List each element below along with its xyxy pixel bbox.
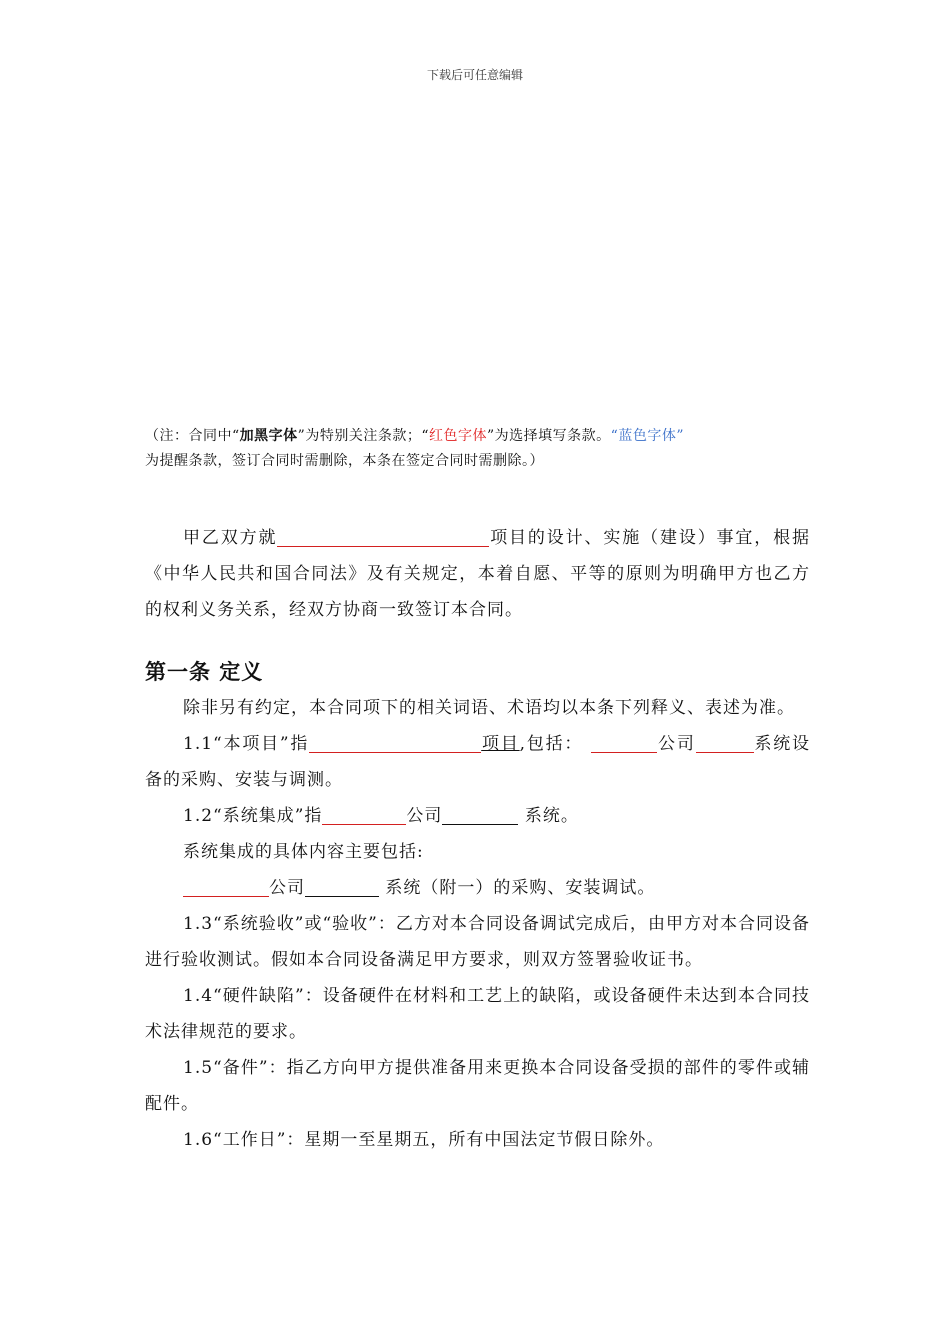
item-1-3: 1.3“系统验收”或“验收”：乙方对本合同设备调试完成后，由甲方对本合同设备进行验收测试。假如本合同设备满足甲方要求，则双方签署验收证书。 [145, 914, 810, 970]
item-1-1 [145, 726, 810, 798]
item-text: 系统。 [518, 806, 579, 826]
item-text: 1.2“系统集成”指 [183, 806, 323, 826]
item-1-4: 1.4“硬件缺陷”：设备硬件在材料和工艺上的缺陷，或设备硬件未达到本合同技术法律规范的要求。 [145, 986, 810, 1042]
section-title: 第一条 定义 [145, 660, 264, 684]
item-text: 1.1“本项目”指 [183, 734, 310, 754]
item-1-2-list [145, 870, 810, 906]
item-text: 公司 [657, 734, 696, 754]
item-text: 公司 [406, 806, 443, 826]
definition-lead: 除非另有约定，本合同项下的相关词语、术语均以本条下列释义、表述为准。 [183, 698, 795, 718]
project-name-blank[interactable] [277, 524, 489, 547]
intro-paragraph [145, 520, 810, 628]
item-text: 系统（附一）的采购、安装调试。 [379, 878, 656, 898]
item-1-2-lead: 系统集成的具体内容主要包括: [183, 842, 424, 862]
note-paragraph [145, 424, 810, 474]
note-blue-sample: “蓝色字体” [610, 428, 684, 444]
system-blank[interactable] [305, 874, 379, 897]
item-text: 公司 [269, 878, 305, 898]
note-red-sample: 红色字体 [429, 428, 487, 444]
note-text: ”为选择填写条款。 [487, 428, 611, 444]
item-text: 项目 [481, 734, 520, 754]
company-blank[interactable] [183, 874, 269, 897]
note-text: ”为特别关注条款；“ [297, 428, 429, 444]
company-blank[interactable] [591, 730, 657, 753]
item-1-2 [145, 798, 810, 834]
page-header: 下载后可任意编辑 [426, 68, 523, 82]
system-blank[interactable] [696, 730, 754, 753]
item-1-5: 1.5“备件”：指乙方向甲方提供准备用来更换本合同设备受损的部件的零件或辅配件。 [145, 1058, 810, 1114]
contract-body [145, 520, 810, 1158]
company-blank[interactable] [322, 802, 406, 825]
item-text: ,包括： [519, 734, 584, 754]
item-1-6: 1.6“工作日”：星期一至星期五，所有中国法定节假日除外。 [183, 1130, 665, 1150]
intro-text: 甲乙双方就 [183, 528, 278, 548]
note-line2: 为提醒条款，签订合同时需删除，本条在签定合同时需删除。） [145, 453, 544, 469]
intro-text: 项目的设计、实施（建设）事宜，根据《中华人民共和国合同法》及有关规定，本着自愿、平等的原则为明确甲方也乙方的权利义务关系，经双方协商一致签订本合同。 [145, 528, 811, 620]
note-bold-sample: 加黑字体 [239, 428, 298, 444]
system-blank[interactable] [442, 802, 518, 825]
note-text: （注：合同中“ [145, 428, 240, 444]
project-blank[interactable] [309, 730, 481, 753]
item-text: 系统设备的采购、安装与调测。 [145, 734, 811, 790]
